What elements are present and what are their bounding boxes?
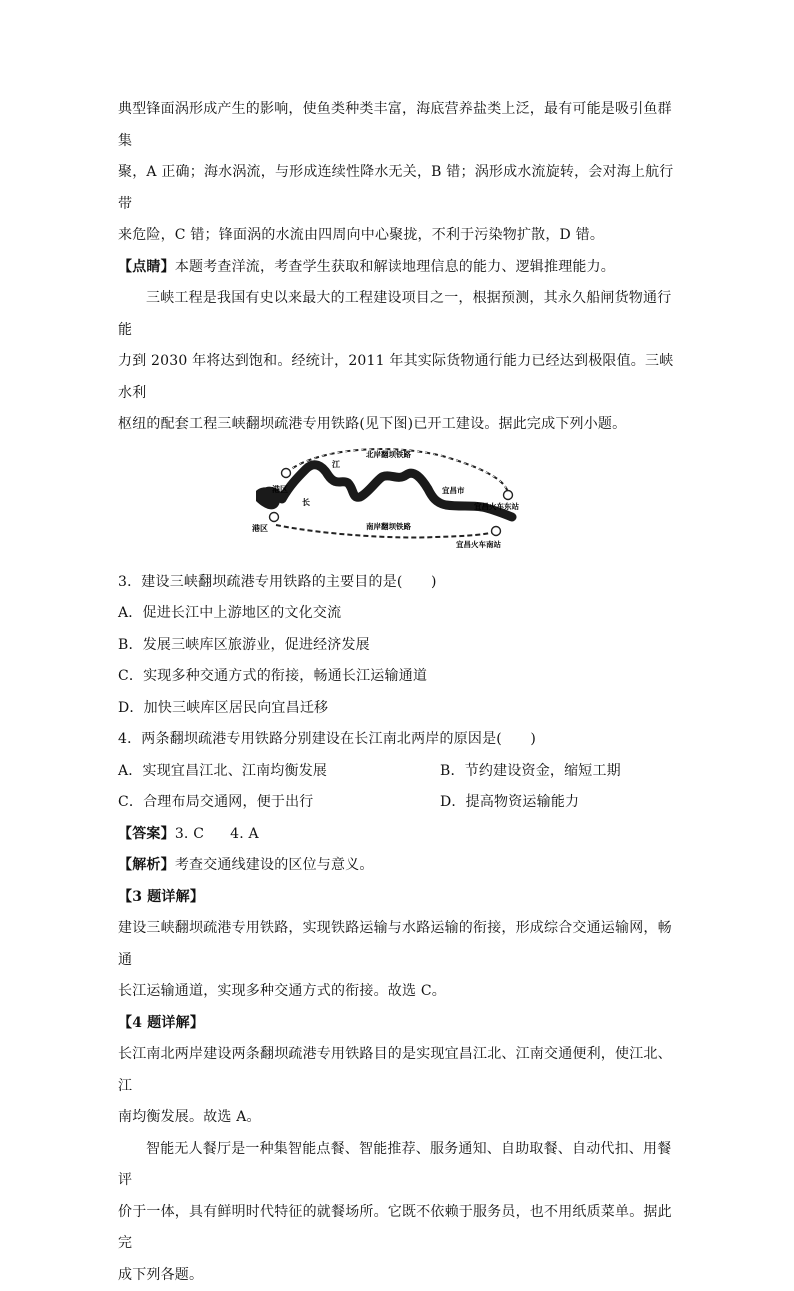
intro-line2: 力到 2030 年将达到饱和。经统计，2011 年其实际货物通行能力已经达到极限值。三峡水利 — [118, 346, 678, 409]
label-east-station: 宜昌火车东站 — [474, 501, 519, 511]
q4-option-d: D．提高物资运输能力 — [440, 787, 579, 819]
analysis-paragraph — [118, 850, 678, 882]
intro-line3: 枢纽的配套工程三峡翻坝疏港专用铁路(见下图)已开工建设。据此完成下列小题。 — [118, 409, 678, 441]
south-station-icon — [492, 526, 501, 535]
gangqu-top-station-icon — [282, 468, 291, 477]
label-jiang: 江 — [332, 459, 341, 469]
q3-option-b: B．发展三峡库区旅游业，促进经济发展 — [118, 630, 678, 662]
next-intro-line3: 成下列各题。 — [118, 1260, 678, 1291]
gangqu-bottom-station-icon — [270, 512, 279, 521]
detail4-line2: 南均衡发展。故选 A。 — [118, 1102, 678, 1134]
para1-line2: 聚，A 正确；海水涡流，与形成连续性降水无关，B 错；涡形成水流旋转，会对海上航行带 — [118, 157, 678, 220]
next-intro-line1: 智能无人餐厅是一种集智能点餐、智能推荐、服务通知、自助取餐、自动代扣、用餐评 — [118, 1134, 678, 1197]
q4-option-a: A．实现宜昌江北、江南均衡发展 — [118, 756, 440, 788]
answer-paragraph — [118, 819, 678, 851]
label-south-rail: 南岸翻坝铁路 — [366, 521, 411, 531]
detail4-line1: 长江南北两岸建设两条翻坝疏港专用铁路目的是实现宜昌江北、江南交通便利，使江北、江 — [118, 1039, 678, 1102]
label-chang: 长 — [302, 497, 310, 507]
answer-tag: 【答案】 — [118, 826, 175, 842]
document-page — [118, 94, 678, 1291]
q3-option-c: C．实现多种交通方式的衔接，畅通长江运输通道 — [118, 661, 678, 693]
detail3-line2: 长江运输通道，实现多种交通方式的衔接。故选 C。 — [118, 976, 678, 1008]
para1-line1: 典型锋面涡形成产生的影响，使鱼类种类丰富，海底营养盐类上泛，最有可能是吸引鱼群集 — [118, 94, 678, 157]
q4-option-b: B．节约建设资金，缩短工期 — [440, 756, 621, 788]
analysis-text: 考查交通线建设的区位与意义。 — [175, 857, 374, 873]
detail4-tag: 【4 题详解】 — [118, 1008, 678, 1040]
east-station-icon — [504, 490, 513, 499]
label-gangqu-top: 港区 — [272, 484, 288, 494]
dianjing-text: 本题考查洋流，考查学生获取和解读地理信息的能力、逻辑推理能力。 — [175, 259, 615, 275]
label-north-rail: 北岸翻坝铁路 — [366, 449, 411, 459]
railway-map-figure — [118, 447, 678, 567]
label-gangqu-bottom: 港区 — [252, 523, 268, 533]
q3-option-d: D．加快三峡库区居民向宜昌迁移 — [118, 693, 678, 725]
detail3-tag: 【3 题详解】 — [118, 882, 678, 914]
detail3-line1: 建设三峡翻坝疏港专用铁路，实现铁路运输与水路运输的衔接，形成综合交通运输网，畅通 — [118, 913, 678, 976]
q4-option-c: C．合理布局交通网，便于出行 — [118, 787, 440, 819]
q3-option-a: A．促进长江中上游地区的文化交流 — [118, 598, 678, 630]
q4-stem: 4．两条翻坝疏港专用铁路分别建设在长江南北两岸的原因是( ) — [118, 724, 678, 756]
answer-4: 4. A — [230, 826, 259, 842]
answer-3: 3. C — [175, 826, 204, 842]
dianjing-tag: 【点睛】 — [118, 259, 175, 275]
para1-line3: 来危险，C 错；锋面涡的水流由四周向中心聚拢，不利于污染物扩散，D 错。 — [118, 220, 678, 252]
intro-line1: 三峡工程是我国有史以来最大的工程建设项目之一，根据预测，其永久船闸货物通行能 — [118, 283, 678, 346]
q4-options-row1 — [118, 756, 678, 788]
analysis-tag: 【解析】 — [118, 857, 175, 873]
label-yichang: 宜昌市 — [442, 485, 465, 495]
q4-options-row2 — [118, 787, 678, 819]
q3-stem: 3．建设三峡翻坝疏港专用铁路的主要目的是( ) — [118, 567, 678, 599]
label-south-station: 宜昌火车南站 — [456, 539, 501, 549]
railway-map — [256, 447, 546, 561]
dianjing-paragraph — [118, 252, 678, 284]
next-intro-line2: 价于一体，具有鲜明时代特征的就餐场所。它既不依赖于服务员，也不用纸质菜单。据此完 — [118, 1197, 678, 1260]
